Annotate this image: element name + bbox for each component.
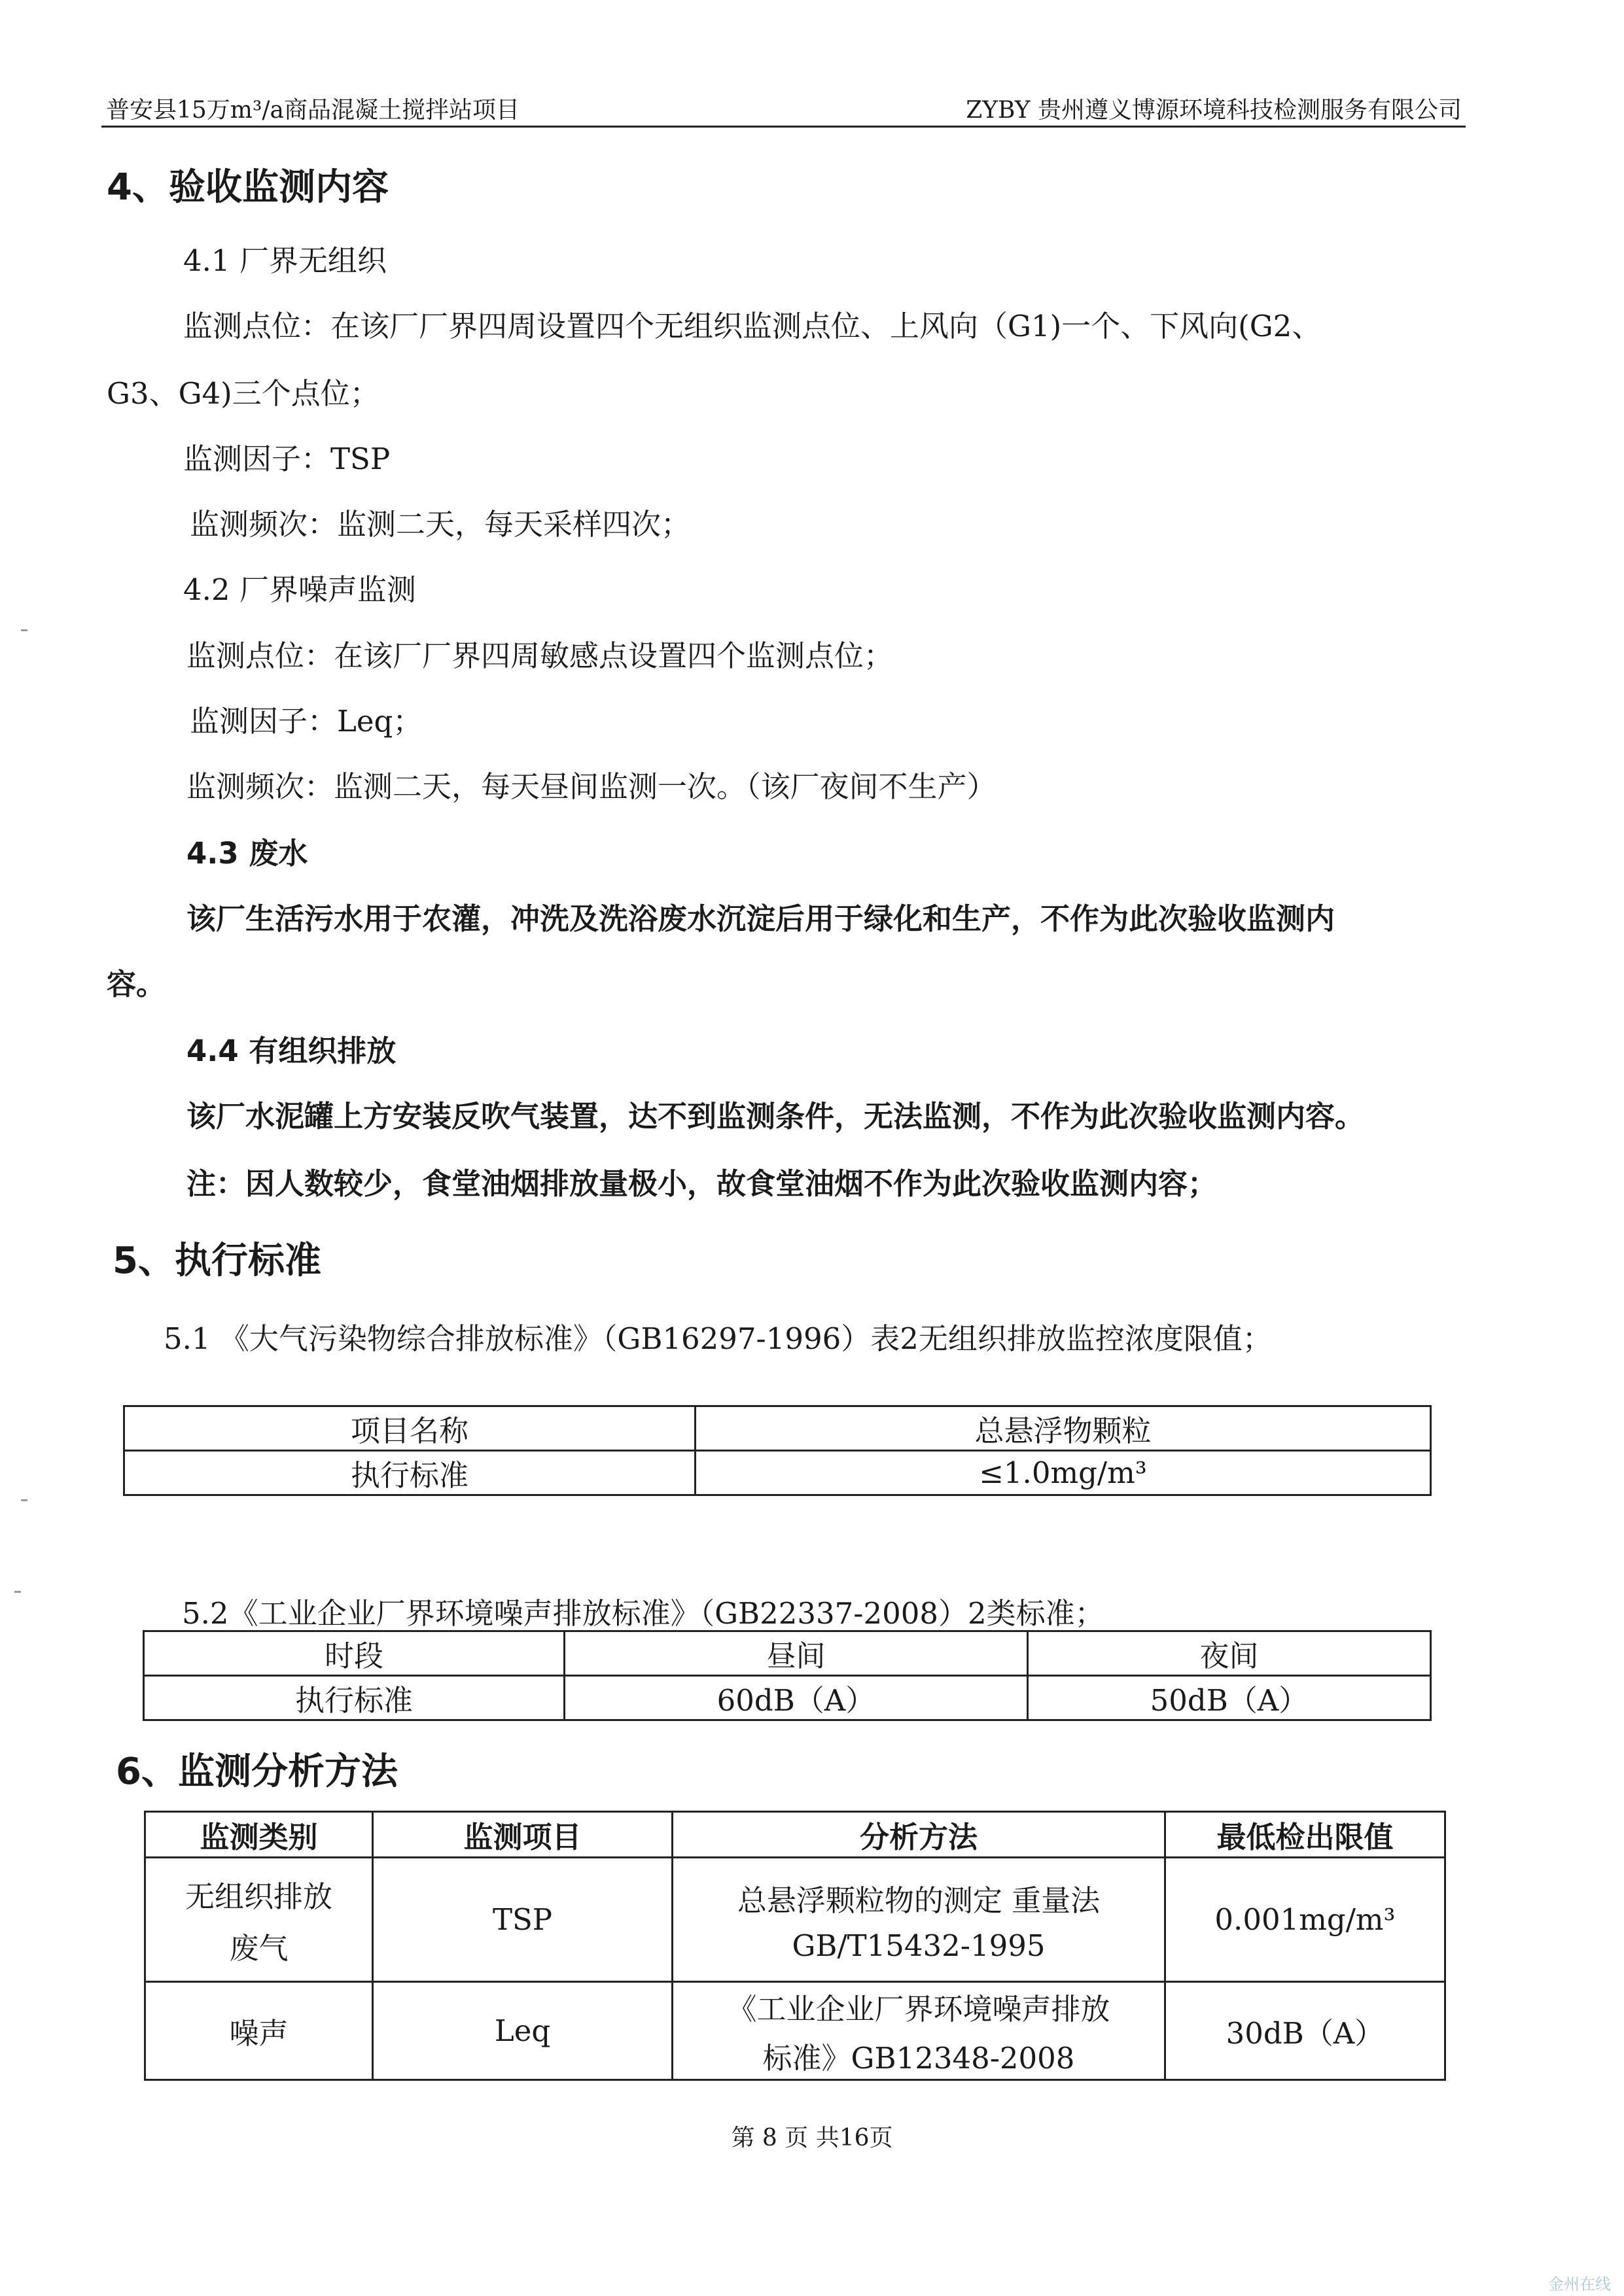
t3-r1-category: [145, 1858, 373, 1982]
header-company-name: ZYBY 贵州遵义博源环境科技检测服务有限公司: [966, 97, 1462, 124]
s44-title: 4.4 有组织排放: [186, 1034, 397, 1068]
t3-r1-category-line2: 废气: [229, 1930, 289, 1966]
t3-header-item: 监测项目: [373, 1812, 673, 1858]
t3-r1-method: [673, 1858, 1165, 1982]
s42-frequency: 监测频次：监测二天，每天昼间监测一次。（该厂夜间不生产）: [186, 769, 997, 804]
t3-header-limit: 最低检出限值: [1165, 1812, 1445, 1858]
t2-header-night: 夜间: [1028, 1631, 1431, 1676]
header-rule: [101, 126, 1466, 128]
watermark-logo: 金州在线: [1548, 2275, 1611, 2293]
s52-title: 5.2《工业企业厂界环境噪声排放标准》（GB22337-2008）2类标准；: [182, 1596, 1104, 1631]
t3-r2-limit: 30dB（A）: [1165, 1982, 1445, 2080]
t1-header-tsp: 总悬浮物颗粒: [696, 1406, 1431, 1451]
s51-title: 5.1 《大气污染物综合排放标准》（GB16297-1996）表2无组织排放监控浓度限值；: [164, 1321, 1272, 1356]
s43-text-line1: 该厂生活污水用于农灌，冲洗及洗浴废水沉淀后用于绿化和生产，不作为此次验收监测内: [186, 901, 1335, 936]
t1-row-value: ≤1.0mg/m³: [696, 1451, 1431, 1495]
note-text: 注：因人数较少，食堂油烟排放量极小，故食堂油烟不作为此次验收监测内容；: [186, 1166, 1218, 1201]
t3-r1-limit: 0.001mg/m³: [1165, 1858, 1445, 1982]
t2-header-day: 昼间: [565, 1631, 1028, 1676]
scan-speck: [14, 1591, 21, 1593]
s41-factor: 监测因子：TSP: [183, 442, 391, 476]
t3-r2-category: 噪声: [145, 1982, 373, 2080]
t2-row-night: 50dB（A）: [1028, 1676, 1431, 1720]
t1-row-label: 执行标准: [124, 1451, 696, 1495]
section-4-title: 4、验收监测内容: [107, 166, 389, 209]
standard-table-air: [123, 1405, 1432, 1496]
s43-title: 4.3 废水: [186, 836, 308, 871]
scan-speck: [21, 629, 27, 631]
t3-r2-method: [673, 1982, 1165, 2080]
s43-text-line2: 容。: [107, 967, 166, 1001]
header-project-name: 普安县15万m³/a商品混凝土搅拌站项目: [106, 97, 520, 124]
t3-r2-item: Leq: [373, 1982, 673, 2080]
t3-r1-method-line1: 总悬浮颗粒物的测定 重量法: [737, 1883, 1101, 1918]
page-number: 第 8 页 共16页: [731, 2125, 893, 2151]
s42-factor: 监测因子：Leq；: [190, 704, 423, 739]
s41-points-line2: G3、G4)三个点位；: [107, 376, 380, 411]
t3-r1-category-line1: 无组织排放: [185, 1879, 332, 1914]
s41-frequency: 监测频次：监测二天，每天采样四次；: [190, 507, 691, 542]
section-5-title: 5、执行标准: [113, 1240, 321, 1282]
s41-title: 4.1 厂界无组织: [183, 243, 387, 278]
s42-points: 监测点位：在该厂厂界四周敏感点设置四个监测点位；: [186, 638, 894, 673]
s44-text: 该厂水泥罐上方安装反吹气装置，达不到监测条件，无法监测，不作为此次验收监测内容。: [186, 1099, 1365, 1134]
s42-title: 4.2 厂界噪声监测: [183, 572, 416, 607]
t3-r1-item: TSP: [373, 1858, 673, 1982]
section-6-title: 6、监测分析方法: [116, 1750, 398, 1793]
s41-points-line1: 监测点位：在该厂厂界四周设置四个无组织监测点位、上风向（G1)一个、下风向(G2、: [183, 309, 1322, 343]
t3-r1-method-line2: GB/T15432-1995: [792, 1928, 1046, 1963]
scan-speck: [21, 1499, 27, 1501]
t3-r2-method-line1: 《工业企业厂界环境噪声排放: [727, 1991, 1110, 2026]
t3-header-category: 监测类别: [145, 1812, 373, 1858]
t1-header-item: 项目名称: [124, 1406, 696, 1451]
t3-header-method: 分析方法: [673, 1812, 1165, 1858]
standard-table-noise: [143, 1630, 1432, 1721]
t2-row-day: 60dB（A）: [565, 1676, 1028, 1720]
t2-row-label: 执行标准: [144, 1676, 565, 1720]
t2-header-period: 时段: [144, 1631, 565, 1676]
t3-r2-method-line2: 标准》GB12348-2008: [762, 2040, 1075, 2076]
analysis-method-table: [144, 1811, 1446, 2081]
